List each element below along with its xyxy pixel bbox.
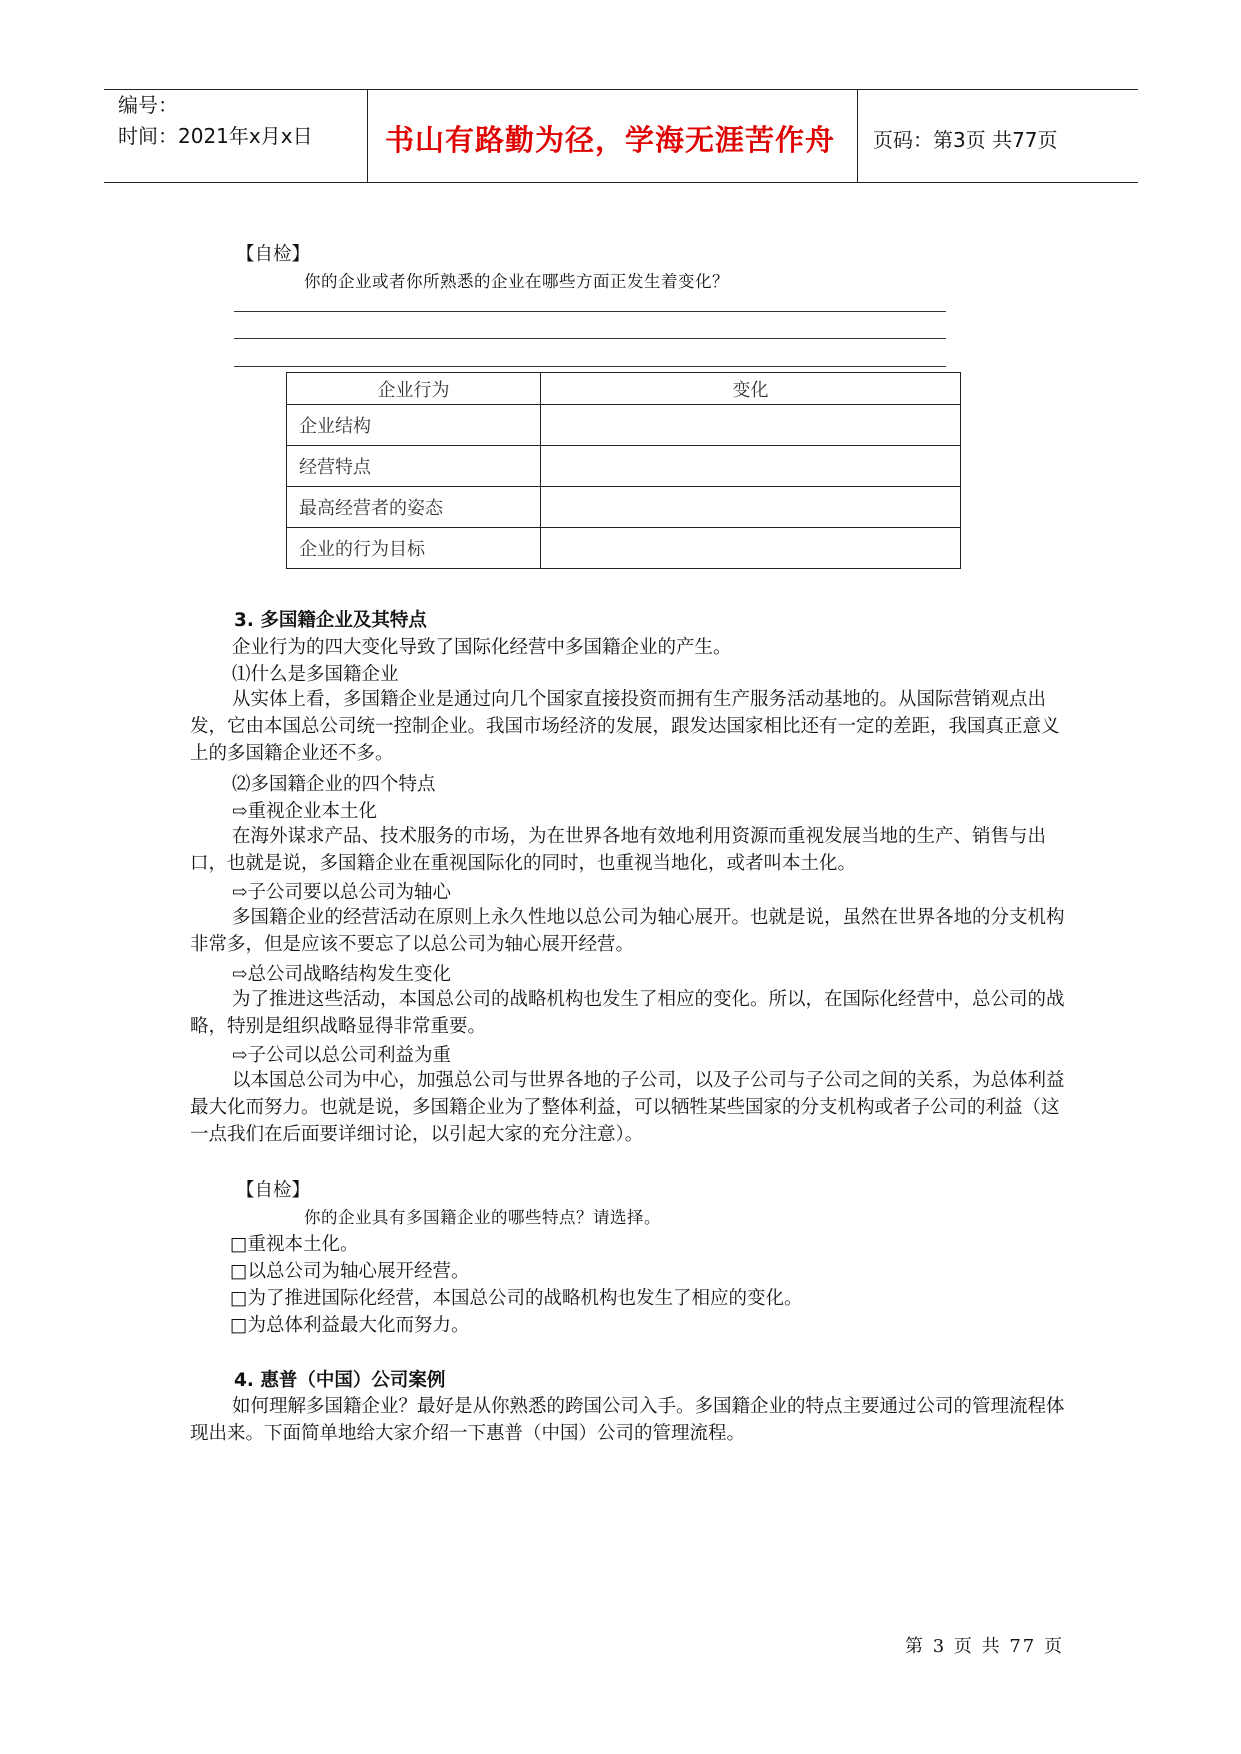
feature-1-text: 在海外谋求产品、技术服务的市场，为在世界各地有效地利用资源而重视发展当地的生产、销售与出口，也就是说，多国籍企业在重视国际化的同时，也重视当地化，或者叫本土化。 bbox=[190, 826, 1047, 874]
feature-3-text: 为了推进这些活动，本国总公司的战略机构也发生了相应的变化。所以，在国际化经营中，总公司的战略，特别是组织战略显得非常重要。 bbox=[190, 989, 1065, 1037]
section-3-sub-2: ⑵多国籍企业的四个特点 bbox=[232, 774, 436, 795]
checkbox-option[interactable]: □为总体利益最大化而努力。 bbox=[230, 1315, 470, 1336]
table-cell: 企业结构 bbox=[287, 405, 541, 446]
checkbox-option[interactable]: □以总公司为轴心展开经营。 bbox=[230, 1261, 470, 1282]
self-check-title-1: 【自检】 bbox=[236, 244, 311, 265]
section-3-intro: 企业行为的四大变化导致了国际化经营中多国籍企业的产生。 bbox=[232, 637, 732, 658]
feature-2-title: ⇨子公司要以总公司为轴心 bbox=[232, 882, 452, 903]
self-check-title-2: 【自检】 bbox=[236, 1180, 311, 1201]
checkbox-option[interactable]: □为了推进国际化经营，本国总公司的战略机构也发生了相应的变化。 bbox=[230, 1288, 803, 1309]
feature-4-text: 以本国总公司为中心，加强总公司与世界各地的子公司，以及子公司与子公司之间的关系，为总体利益最大化而努力。也就是说，多国籍企业为了整体利益，可以牺牲某些国家的分支机构或者子公司的利益（这一点我们在后面要详细讨论，以引起大家的充分注意）。 bbox=[190, 1070, 1065, 1145]
document-time-label: 时间：2021年x月x日 bbox=[118, 124, 313, 148]
self-check-question-1: 你的企业或者你所熟悉的企业在哪些方面正发生着变化？ bbox=[304, 272, 729, 291]
section-4-paragraph-1: 如何理解多国籍企业？最好是从你熟悉的跨国公司入手。多国籍企业的特点主要通过公司的管理流程体现出来。下面简单地给大家介绍一下惠普（中国）公司的管理流程。 bbox=[190, 1396, 1065, 1444]
answer-line-1 bbox=[234, 311, 946, 312]
self-check-question-2: 你的企业具有多国籍企业的哪些特点？请选择。 bbox=[304, 1208, 661, 1227]
checkbox-option[interactable]: □重视本土化。 bbox=[230, 1234, 359, 1255]
table-cell: 经营特点 bbox=[287, 446, 541, 487]
table-row bbox=[287, 405, 961, 446]
table-row bbox=[287, 528, 961, 569]
answer-line-2 bbox=[234, 338, 946, 339]
section-3-paragraph-1: 从实体上看，多国籍企业是通过向几个国家直接投资而拥有生产服务活动基地的。从国际营销观点出发，它由本国总公司统一控制企业。我国市场经济的发展，跟发达国家相比还有一定的差距，我国真正意义上的多国籍企业还不多。 bbox=[190, 689, 1060, 764]
feature-4-title: ⇨子公司以总公司利益为重 bbox=[232, 1045, 452, 1066]
header-motto: 书山有路勤为径，学海无涯苦作舟 bbox=[384, 123, 835, 157]
feature-3-title: ⇨总公司战略结构发生变化 bbox=[232, 964, 452, 985]
section-4-heading: 4. 惠普（中国）公司案例 bbox=[234, 1370, 446, 1391]
header-divider-right bbox=[857, 89, 858, 183]
feature-1-title: ⇨重视企业本土化 bbox=[232, 801, 378, 822]
table-row bbox=[287, 446, 961, 487]
table-cell-answer bbox=[541, 487, 961, 528]
footer-page-number: 第 3 页 共 77 页 bbox=[905, 1636, 1064, 1657]
document-number-label: 编号： bbox=[118, 93, 178, 117]
table-cell-answer bbox=[541, 405, 961, 446]
answer-line-3 bbox=[234, 366, 946, 367]
section-3-sub-1: ⑴什么是多国籍企业 bbox=[232, 664, 399, 685]
table-cell: 企业的行为目标 bbox=[287, 528, 541, 569]
header-page-label: 页码：第3页 共77页 bbox=[873, 128, 1058, 152]
table-cell-answer bbox=[541, 446, 961, 487]
header-bottom-rule bbox=[104, 182, 1138, 183]
header-meta bbox=[118, 90, 313, 152]
enterprise-change-table bbox=[286, 372, 961, 569]
header-divider-left bbox=[367, 89, 368, 183]
table-cell-answer bbox=[541, 528, 961, 569]
feature-2-text: 多国籍企业的经营活动在原则上永久性地以总公司为轴心展开。也就是说，虽然在世界各地的分支机构非常多，但是应该不要忘了以总公司为轴心展开经营。 bbox=[190, 907, 1065, 955]
table-header-row bbox=[287, 373, 961, 405]
table-cell: 最高经营者的姿态 bbox=[287, 487, 541, 528]
section-3-heading: 3. 多国籍企业及其特点 bbox=[234, 610, 427, 631]
table-header-cell: 企业行为 bbox=[287, 373, 541, 405]
table-row bbox=[287, 487, 961, 528]
table-header-cell: 变化 bbox=[541, 373, 961, 405]
